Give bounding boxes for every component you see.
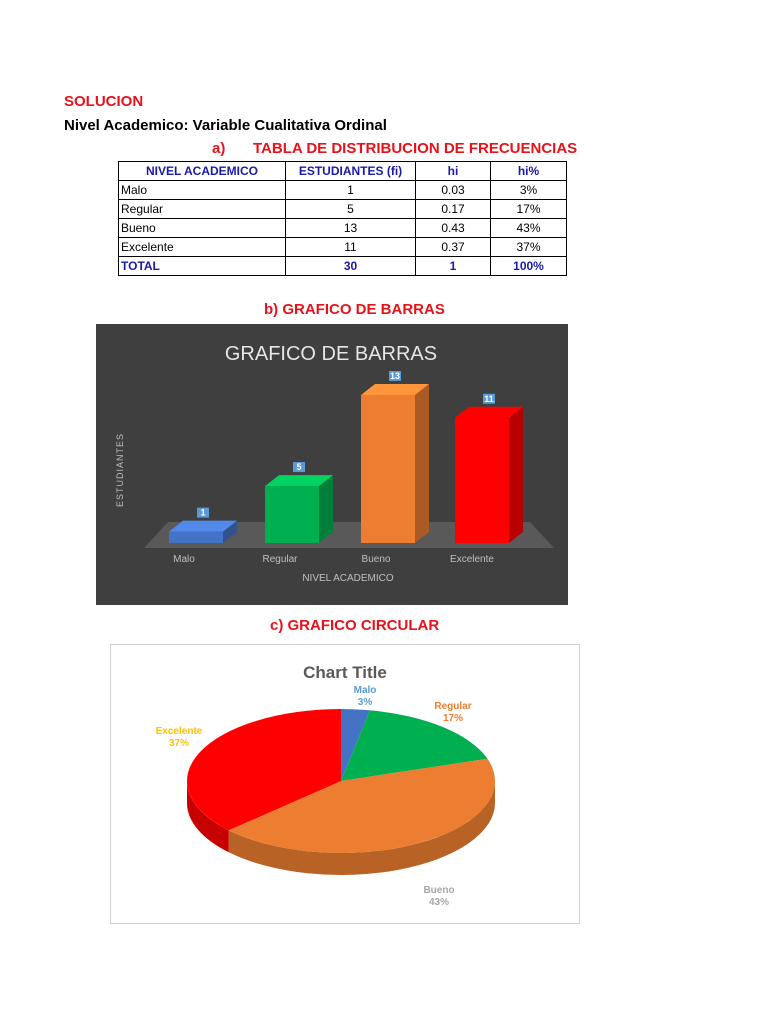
bar-side [415, 384, 429, 543]
cell-hi: 0.17 [416, 200, 491, 219]
bar-category-label: Bueno [361, 554, 391, 565]
section-b-title: b) GRAFICO DE BARRAS [264, 301, 445, 318]
bar-front [361, 395, 415, 543]
table-row [119, 238, 567, 257]
cell-nivel: Regular [119, 200, 286, 219]
pie-percent-label: 43% [428, 897, 450, 908]
frequency-table [118, 161, 567, 276]
cell-hi-percent: 17% [491, 200, 567, 219]
cell-hi: 0.37 [416, 238, 491, 257]
bar-category-label: Malo [173, 554, 195, 565]
cell-nivel: Excelente [119, 238, 286, 257]
header-nivel: NIVEL ACADEMICO [119, 162, 286, 181]
cell-nivel: Bueno [119, 219, 286, 238]
bar-chart-x-axis-label: NIVEL ACADEMICO [302, 573, 394, 584]
table-row [119, 219, 567, 238]
section-c-title: c) GRAFICO CIRCULAR [270, 617, 440, 634]
pie-category-label: Regular [434, 701, 472, 712]
header-hi: hi [416, 162, 491, 181]
cell-hi-percent: 3% [491, 181, 567, 200]
table-row [119, 200, 567, 219]
cell-hi: 0.03 [416, 181, 491, 200]
section-a-letter: a) [212, 140, 226, 157]
bar-data-label: 13 [389, 371, 401, 381]
table-row [119, 181, 567, 200]
table-header-row [119, 162, 567, 181]
bar-front [169, 532, 223, 543]
bar-regular [265, 475, 333, 543]
header-estudiantes: ESTUDIANTES (fi) [286, 162, 416, 181]
cell-fi: 11 [286, 238, 416, 257]
bar-excelente [455, 407, 523, 543]
bar-side [509, 407, 523, 543]
bar-data-label: 11 [484, 393, 494, 404]
solucion-heading: SOLUCION [64, 93, 144, 110]
header-hi-percent: hi% [491, 162, 567, 181]
cell-fi: 5 [286, 200, 416, 219]
bar-front [265, 486, 319, 543]
pie-category-label: Excelente [155, 726, 203, 737]
pie-percent-label: 17% [442, 713, 464, 724]
bar-chart [96, 324, 568, 605]
pie-percent-label: 37% [168, 738, 190, 749]
bar-chart-title: GRAFICO DE BARRAS [224, 343, 438, 365]
cell-hi: 0.43 [416, 219, 491, 238]
table-total-row [119, 257, 567, 276]
variable-heading: Nivel Academico: Variable Cualitativa Ordinal [64, 117, 387, 134]
total-hi: 1 [416, 257, 491, 276]
pie-chart-title: Chart Title [303, 663, 387, 682]
section-a-title: TABLA DE DISTRIBUCION DE FRECUENCIAS [253, 140, 578, 157]
cell-fi: 13 [286, 219, 416, 238]
pie-chart [111, 645, 579, 923]
cell-fi: 1 [286, 181, 416, 200]
total-label: TOTAL [119, 257, 286, 276]
pie-chart-panel [110, 644, 580, 924]
bar-category-label: Excelente [450, 554, 494, 565]
cell-hi-percent: 37% [491, 238, 567, 257]
bar-data-label: 1 [200, 507, 206, 518]
bar-malo [169, 521, 237, 543]
bar-data-label: 5 [296, 462, 302, 473]
pie-percent-label: 3% [357, 697, 373, 708]
bar-side [319, 475, 333, 543]
total-hi-percent: 100% [491, 257, 567, 276]
bar-category-label: Regular [262, 554, 298, 565]
cell-nivel: Malo [119, 181, 286, 200]
pie-category-label: Malo [353, 685, 377, 696]
bar-chart-panel [96, 324, 568, 605]
cell-hi-percent: 43% [491, 219, 567, 238]
bar-chart-y-axis-label: ESTUDIANTES [115, 432, 125, 508]
bar-bueno [361, 384, 429, 543]
pie-category-label: Bueno [423, 885, 455, 896]
total-fi: 30 [286, 257, 416, 276]
bar-front [455, 418, 509, 543]
